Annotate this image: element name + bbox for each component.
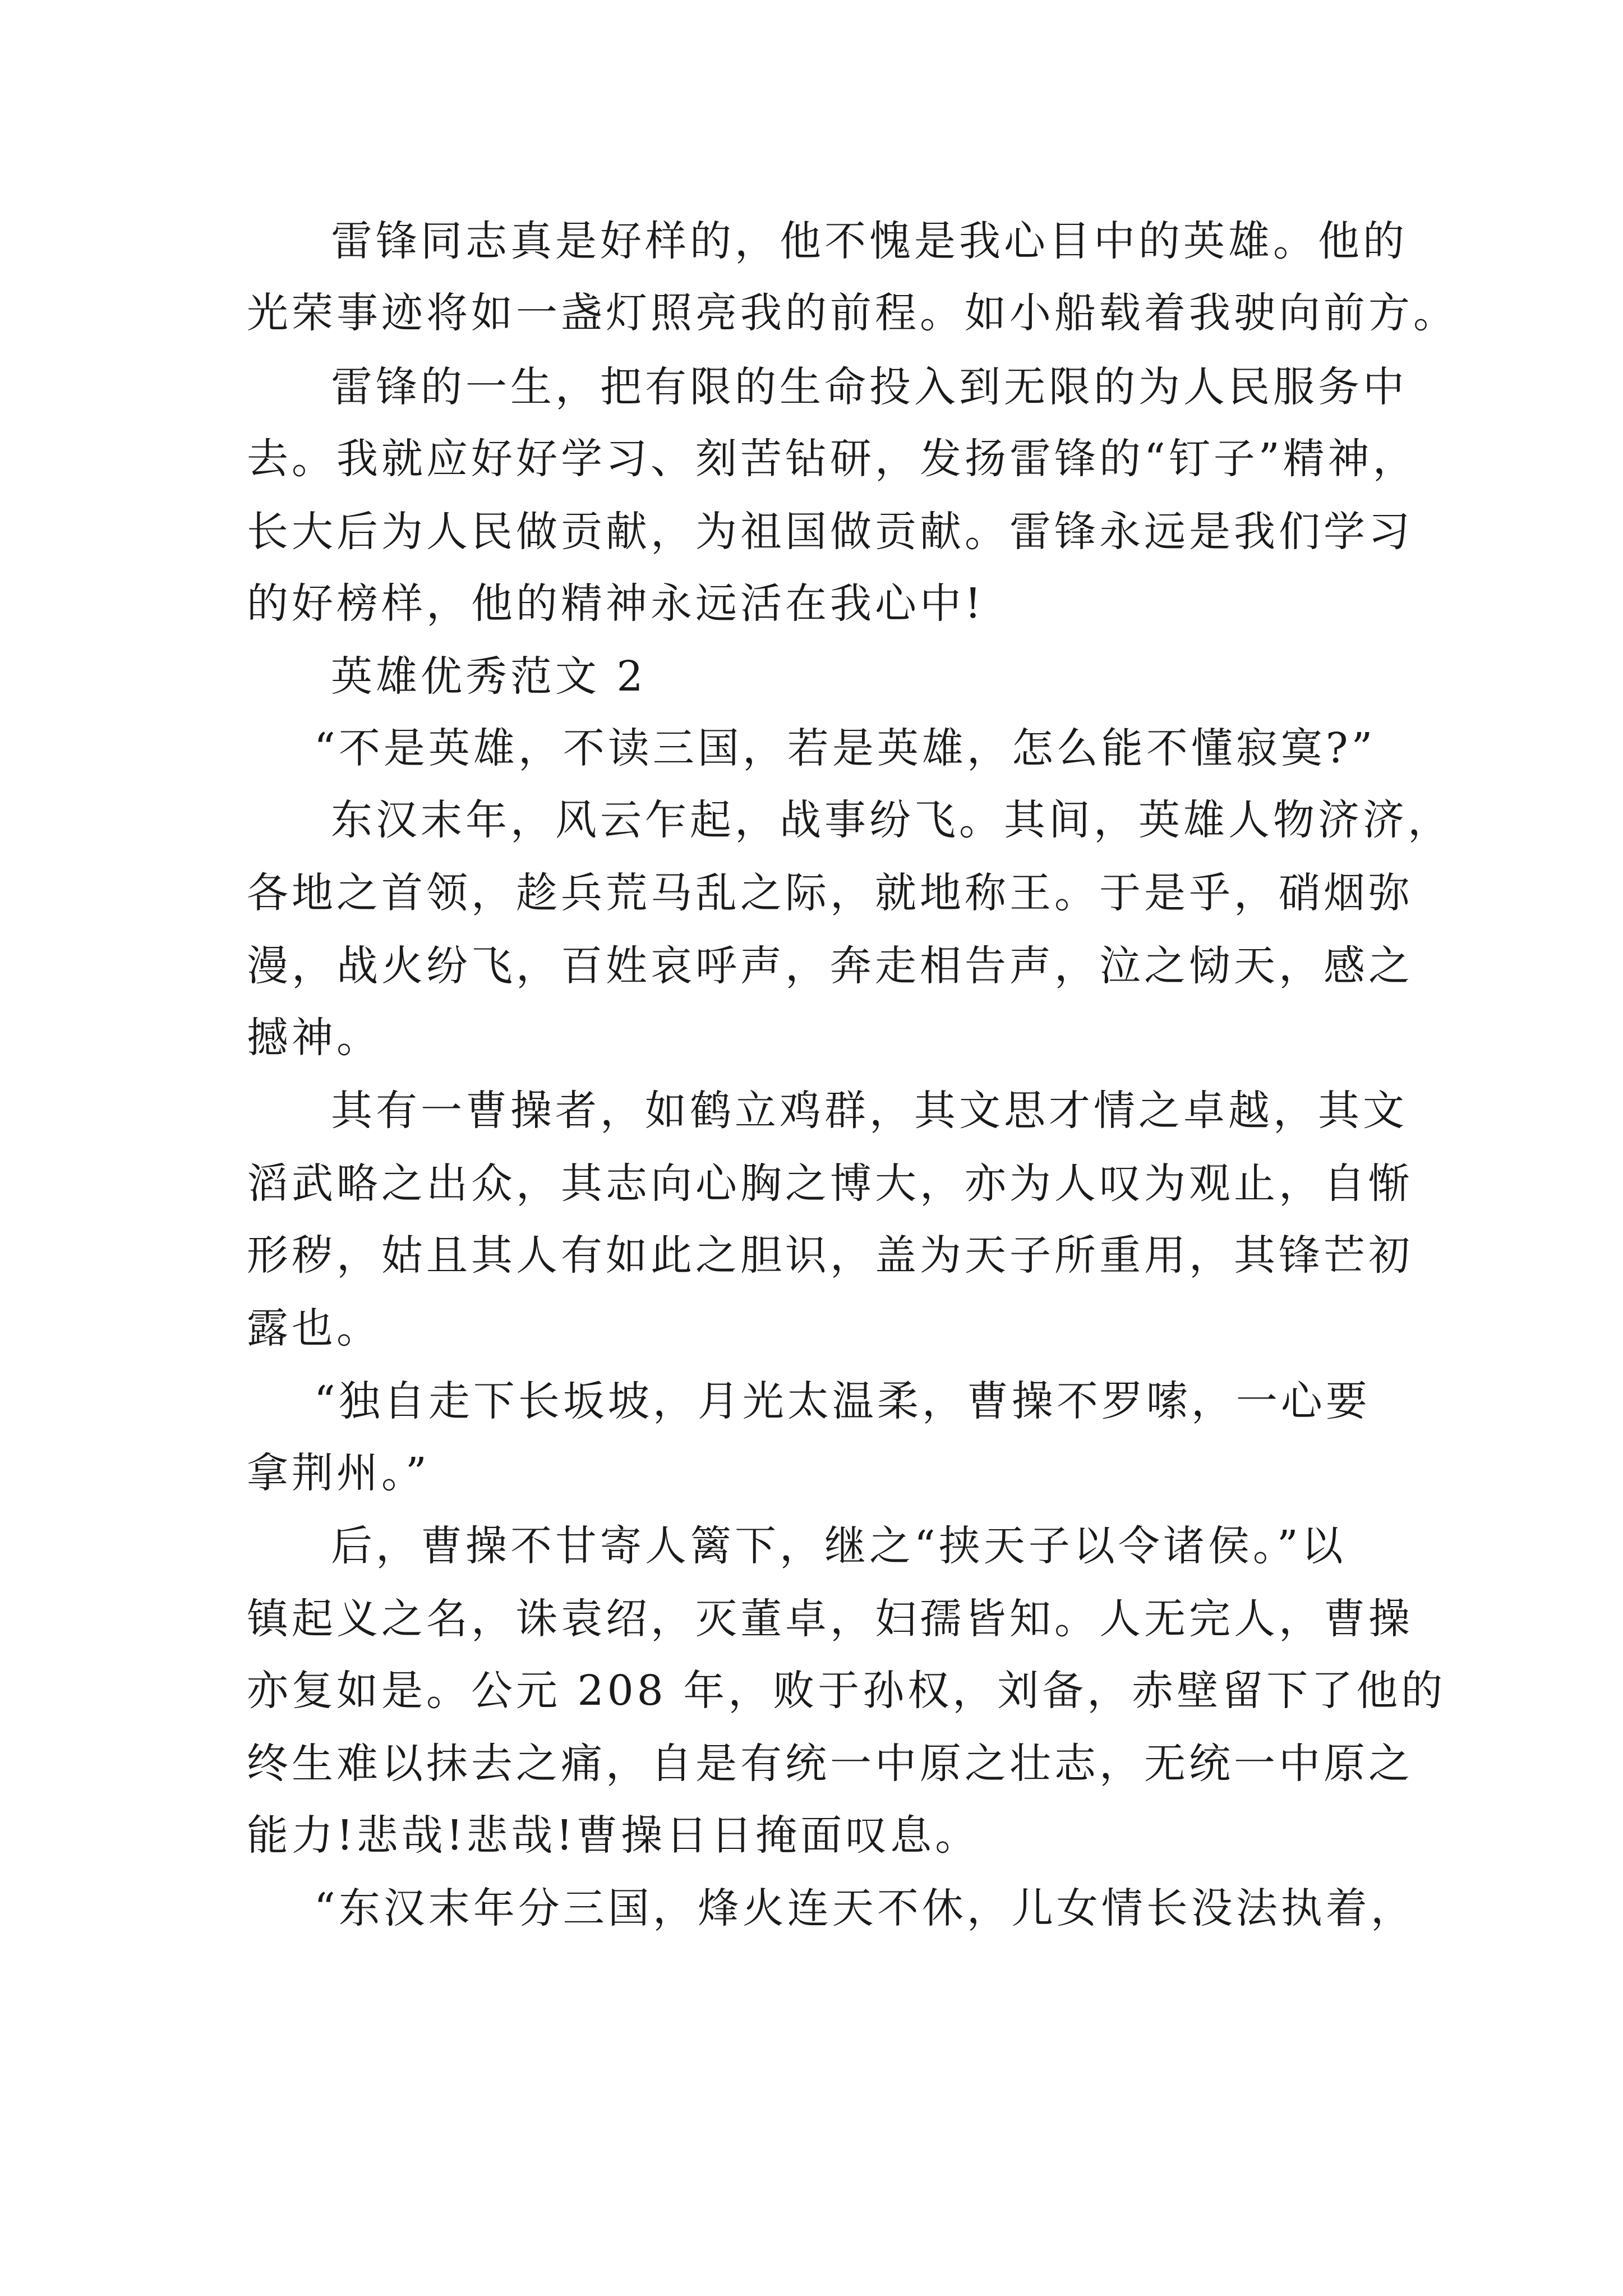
text-line: 去。我就应好好学习、刻苦钻研，发扬雷锋的“钉子”精神， (247, 435, 1418, 483)
text-line: 的好榜样，他的精神永远活在我心中! (247, 579, 985, 628)
text-line: 露也。 (247, 1304, 381, 1352)
text-line: 拿荆州。” (247, 1449, 430, 1497)
text-line: “独自走下长坂坡，月光太温柔，曹操不罗嗦，一心要 (314, 1377, 1371, 1425)
text-line: 东汉末年，风云乍起，战事纷飞。其间，英雄人物济济， (331, 796, 1453, 844)
text-line: 其有一曹操者，如鹤立鸡群，其文思才情之卓越，其文 (331, 1087, 1408, 1135)
text-line: 撼神。 (247, 1014, 381, 1062)
text-line: 光荣事迹将如一盏灯照亮我的前程。如小船载着我驶向前方。 (247, 289, 1458, 337)
text-line: 亦复如是。公元 208 年，败于孙权，刘备，赤壁留下了他的 (247, 1667, 1446, 1715)
text-line: 形秽，姑且其人有如此之胆识，盖为天子所重用，其锋芒初 (247, 1231, 1413, 1280)
text-line: 雷锋的一生，把有限的生命投入到无限的为人民服务中 (331, 363, 1408, 411)
text-line: 后，曹操不甘寄人篱下，继之“挟天子以令诸侯。”以 (331, 1522, 1347, 1570)
text-line: “东汉末年分三国，烽火连天不休，儿女情长没法执着， (314, 1884, 1415, 1932)
text-line: 各地之首领，趁兵荒马乱之际，就地称王。于是乎，硝烟弥 (247, 869, 1413, 917)
section-heading: 英雄优秀范文 2 (331, 652, 647, 701)
text-line: 终生难以抹去之痛，自是有统一中原之壮志，无统一中原之 (247, 1740, 1413, 1788)
text-line: 雷锋同志真是好样的，他不愧是我心目中的英雄。他的 (331, 217, 1408, 265)
text-line: 长大后为人民做贡献，为祖国做贡献。雷锋永远是我们学习 (247, 508, 1413, 556)
text-line: 漫，战火纷飞，百姓哀呼声，奔走相告声，泣之恸天，感之 (247, 942, 1413, 990)
text-line: 能力!悲哉!悲哉!曹操日日掩面叹息。 (247, 1811, 980, 1860)
text-line: 滔武略之出众，其志向心胸之博大，亦为人叹为观止，自惭 (247, 1159, 1413, 1208)
text-line: “不是英雄，不读三国，若是英雄，怎么能不懂寂寞?” (314, 724, 1376, 772)
text-line: 镇起义之名，诛袁绍，灭董卓，妇孺皆知。人无完人，曹操 (247, 1595, 1413, 1643)
